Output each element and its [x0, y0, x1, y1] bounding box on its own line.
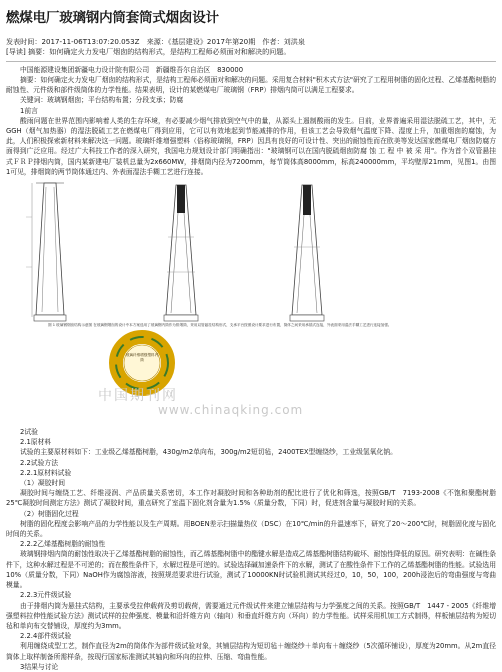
donut-center-label: 玻璃纤维增强塑料内筒: [125, 353, 159, 362]
figure-area: [6, 177, 496, 427]
body-paragraph: 利用缠绕成型工艺，制作直径为2m的筒体作为部件级试验对象，其铺层结构为短切毡＋缠绕纱＋单向布＋缠绕纱（5次循环铺设），厚度为20mm。从2m直径筒体上取样制备所需样条，按现行国家标准测试其轴向和环向的拉伸、压缩、弯曲性能。: [6, 642, 496, 661]
abstract-paragraph: 摘要：如何确定火力发电厂烟囱的结构形式，是结构工程师必须面对和解决的问题。采用复合材料"积木式方法"研究了工程用树脂的固化过程、乙烯基酯树脂的耐蚀性、元件级和部件级筒体的力学性能。结果表明，设计的某燃煤电厂玻璃钢（FRP）排烟内筒可以满足工程要求。: [6, 76, 496, 95]
subsection-heading: 2.2.1原材料试验: [20, 468, 72, 477]
subsection-heading: 2.2试验方法: [20, 458, 58, 467]
section-heading: 2试验: [20, 428, 38, 437]
body-paragraph: 树脂的固化程度会影响产品的力学性能以及生产周期。用BOEN差示扫描量热仪（DSC）在10℃/min的升温速率下，研究了20～200℃时，树脂固化度与固化时间的关系。: [6, 519, 496, 539]
subsection-heading: 2.2.3元件级试验: [20, 591, 72, 600]
chimney-diagram-right: [290, 185, 324, 321]
chimney-diagram-left: [26, 183, 66, 321]
chimney-figure: [6, 177, 496, 427]
watermark-text: 中国期刊网: [98, 388, 178, 405]
body-paragraph: 试验的主要原材料如下：工业级乙烯基酯树脂，430g/m2单向布，300g/m2短切毡，2400TEX型缠绕纱，工业级氢氧化钠。: [20, 448, 397, 457]
item-heading: （2）树脂固化过程: [20, 509, 79, 518]
item-heading: （1）凝胶时间: [20, 479, 66, 488]
watermark-url: www.chinaqking.com: [158, 403, 304, 418]
subsection-heading: 2.2.4部件级试验: [20, 632, 72, 641]
subsection-heading: 2.2.2乙烯基酯树脂的耐蚀性: [20, 540, 106, 549]
layer-donut-diagram: [116, 337, 168, 389]
keywords-line: 关键词：玻璃钢烟囱；平台结构布置；分段支承；防腐: [20, 96, 184, 105]
chimney-diagram-middle: [164, 185, 198, 321]
body-paragraph: 玻璃钢排烟内筒的耐蚀性取决于乙烯基酯树脂的耐蚀性，而乙烯基酯树脂中的酯键水解是造成乙烯基酯树脂结构破坏、耐蚀性降低的原因。研究表明：在碱性条件下，这种水解过程是不可逆的；而在酸性条件下，水解过程是可逆的。试验选择碱加速条件下的水解，测试了在酸性条件下工作的乙烯基酯树脂的性能。试验选用10%（质量分数，下同）NaOH作为腐蚀溶液，按照规范要求进行试验，测试了10000KN时试验机测试其经过0，10，50，100，200h浸泡后的弯曲强度与弯曲模量。: [6, 550, 496, 590]
figure-caption: 图 1 玻璃钢烟囱结构示意图 在玻璃钢烟囱的设计中本方案选用了玻璃钢内筒作为排烟筒，采用双管悬挂结构形式，支承平台按照设计要求进行布置，筒体之间采用承插式连接，外表面采用湿法手糊工艺进行连接加强。: [48, 323, 392, 328]
article-summary: [导读] 摘要：如何确定火力发电厂烟囱的结构形式，是结构工程师必须面对和解决的问题。: [6, 47, 496, 61]
article-title: 燃煤电厂玻璃钢内筒套筒式烟囱设计: [6, 10, 219, 26]
subsection-heading: 2.1原材料: [20, 438, 52, 447]
section-heading: 3结果与讨论: [20, 662, 59, 671]
section-heading: 1前言: [20, 106, 38, 115]
intro-paragraph: 酸雨问题在世界范围内影响着人类的生存环境，有必要减少烟气排放到空气中的量，从源头上遏制酸雨的发生。目前，业界普遍采用湿法脱硫工艺，其中，无 GGH（烟气加热器）的湿法脱硫工艺在燃煤电厂得到应用，它可以有效地起到节能减排的作用，但该工艺会导致烟气温度下降、湿度上升，加重烟囱的腐蚀，为此，人们积极探索新材料来解决这一问题。玻璃纤维增强塑料（俗称玻璃钢，FRP）因具有良好的可设计性、突出的耐蚀性而在欧美等发达国家燃煤电厂烟囱防腐方面得到广泛应用。经过广大科技工作者的深入研究，我国电力规划设计部门明确指出："玻璃钢可以在国内脱硫烟囱防腐 蚀 工 程 中 被 采 用"。作为首个双管悬挂式ＦＲＰ排烟内筒，国内某新建电厂装机总量为2x660MW，排烟筒内径为7200mm，每节筒体高8000mm，标高240000mm，平均壁厚21mm，见图1。由图1可见，排烟筒的两节筒体通过内、外表面湿法手糊工艺进行连接。: [6, 116, 496, 176]
article-meta: 发表时间：2017-11-06T13:07:20.053Z 来源：《基层建设》2017年第20期 作者：刘洪泉: [6, 37, 305, 46]
body-paragraph: 由于排烟内筒为悬挂式结构，主要承受拉伸载荷及剪切载荷，需要通过元件级试件来建立铺层结构与力学强度之间的关系。按照GB/T 1447 - 2005《纤维增强塑料拉伸性能试验方法》测试试样的拉伸强度、模量和沿纤维方向（轴向）和垂直纤维方向（环向）的力学性能。试样采用机加工方式制得，样板铺层结构为短切毡和单向布交替铺设，厚度约为3mm。: [6, 601, 496, 630]
author-affiliation: 中国能源建设集团新疆电力设计院有限公司 新疆维吾尔自治区 830000: [20, 65, 244, 74]
body-paragraph: 凝胶时间与缠绕工艺、纤维浸润、产品质量关系密切，本工作对凝胶时间和各种助剂的配比进行了优化和筛选，按照GB/T 7193-2008《不饱和聚酯树脂25℃凝胶时间测定方法》测试了凝胶时间，重点研究了室温下固化剂含量为1.5%（质量分数，下同）时，促进剂含量与凝胶时间的关系。: [6, 489, 496, 508]
